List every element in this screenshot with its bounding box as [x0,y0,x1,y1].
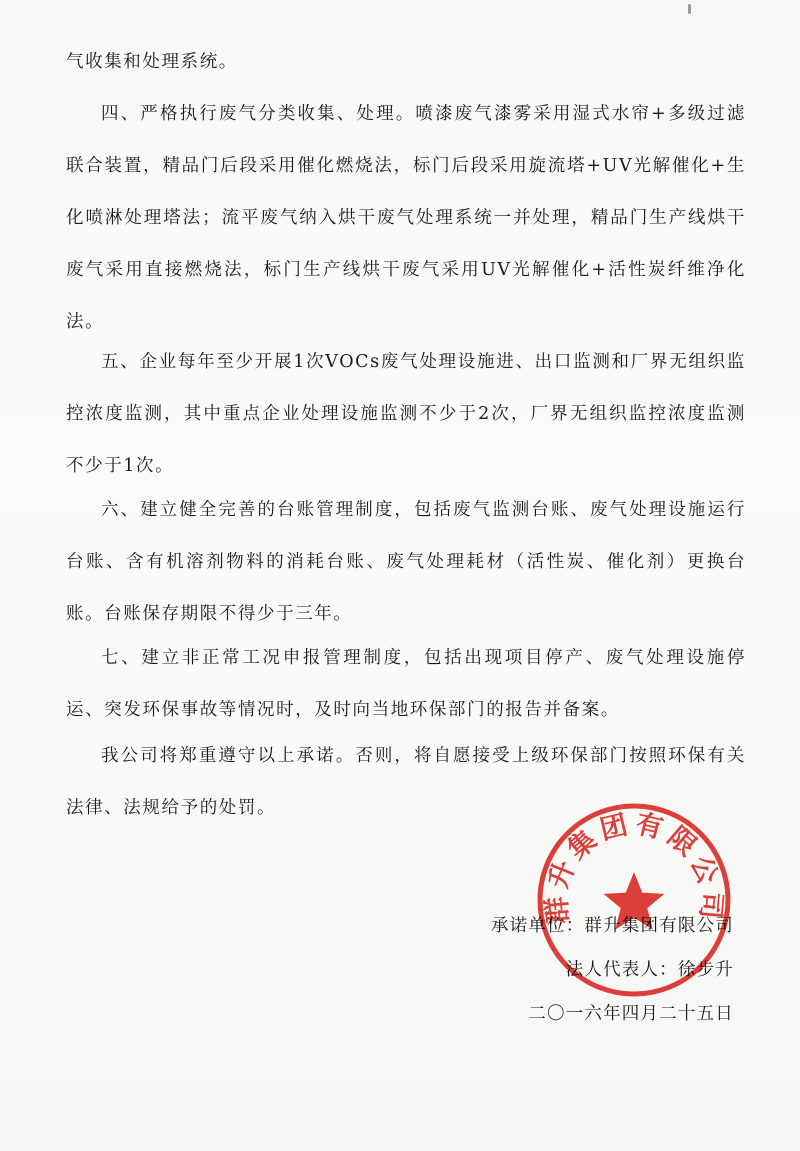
company-seal [534,800,734,1000]
item-seven-paragraph: 七、建立非正常工况申报管理制度，包括出现项目停产、废气处理设施停运、突发环保事故等情况时，及时向当地环保部门的报告并备案。 [66,648,746,720]
item-six-paragraph: 六、建立健全完善的台账管理制度，包括废气监测台账、废气处理设施运行台账、含有机溶剂物料的消耗台账、废气处理耗材（活性炭、催化剂）更换台账。台账保存期限不得少于三年。 [66,500,746,624]
item-five-paragraph: 五、企业每年至少开展1次VOCs废气处理设施进、出口监测和厂界无组织监控浓度监测，其中重点企业处理设施监测不少于2次，厂界无组织监控浓度监测不少于1次。 [66,352,746,476]
signing-date: 二〇一六年四月二十五日 [528,1004,734,1024]
seal-star-icon [604,872,665,930]
continued-paragraph: 气收集和处理系统。 [66,52,238,72]
scan-speck [688,4,691,14]
signing-unit: 承诺单位：群升集团有限公司 [490,916,734,936]
item-four-paragraph: 四、严格执行废气分类收集、处理。喷漆废气漆雾采用湿式水帘+多级过滤联合装置，精品门后段采用催化燃烧法，标门后段采用旋流塔+UV光解催化+生化喷淋处理塔法；流平废气纳入烘干废气处理系统一并处理，精品门生产线烘干废气采用直接燃烧法，标门生产线烘干废气采用UV光解催化+活性炭纤维净化法。 [66,104,746,332]
legal-representative: 法人代表人：徐步升 [565,960,734,980]
seal-text: 群升集团有限公司 [541,808,727,926]
closing-paragraph: 我公司将郑重遵守以上承诺。否则，将自愿接受上级环保部门按照环保有关法律、法规给予的处罚。 [66,746,746,818]
